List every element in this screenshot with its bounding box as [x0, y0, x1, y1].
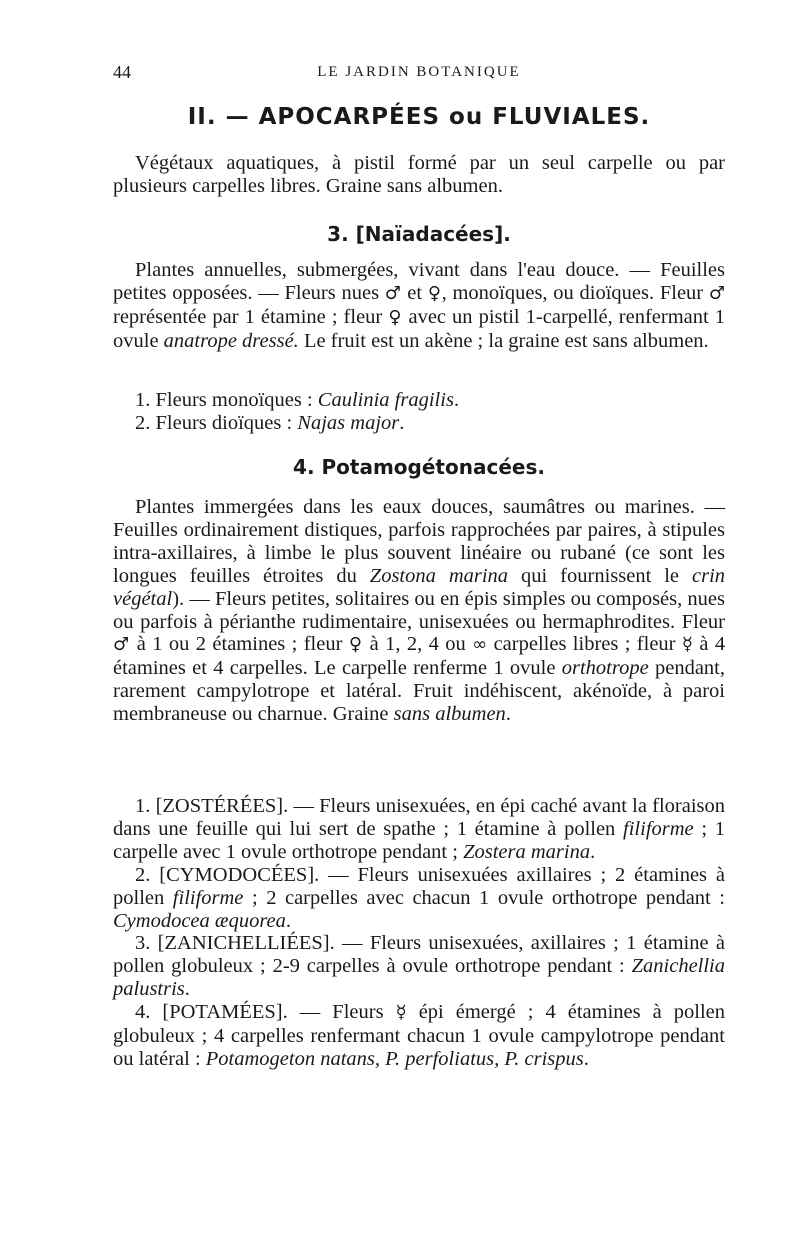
- list-item-zosterees: [113, 795, 725, 864]
- text-segment: avec un pistil 1-carpellé, renfermant 1 ovule: [113, 305, 725, 352]
- male-symbol-icon: ♂: [113, 634, 131, 656]
- species-name: Zostera marina: [463, 840, 591, 863]
- species-name: Potamogeton natans, P. perfoliatus, P. crispus: [205, 1047, 584, 1070]
- text-segment: ; 1 carpelle avec 1 ovule orthotrope pendant ;: [113, 817, 726, 863]
- text-segment: à 4 étamines et 4 carpelles. Le carpelle renferme 1 ovule: [113, 633, 726, 680]
- italic-term: orthotrope: [561, 657, 649, 680]
- text-segment: 2. [CYMODOCÉES]. — Fleurs unisexuées axillaires ; 2 étamines à pollen: [113, 863, 725, 909]
- text-segment: .: [184, 978, 190, 1001]
- text-segment: à 1, 2, 4 ou: [369, 633, 466, 656]
- species-name: Zanichellia palustris: [113, 955, 726, 1001]
- text-segment: 3. [ZANICHELLIÉES]. — Fleurs unisexuées, axillaires ; 1 étamine à pollen globuleux ; 2-9 carpelles à ovule orthotrope pendant :: [113, 932, 725, 978]
- female-symbol-icon: ♀: [427, 282, 442, 304]
- male-symbol-icon: ♂: [384, 282, 402, 304]
- running-title: LE JARDIN BOTANIQUE: [317, 64, 521, 80]
- list-item-cymodocees: [113, 864, 725, 933]
- list-item-end: .: [399, 411, 405, 434]
- female-symbol-icon: ♀: [388, 306, 403, 328]
- italic-term: Zostona marina: [369, 564, 509, 587]
- text-segment: , monoïques, ou dioïques. Fleur: [441, 281, 704, 304]
- text-segment: ). — Fleurs petites, solitaires ou en épis simples ou composés, nues ou parfois à périanthe rudimentaire, unisexuées ou hermaphrodites. Fleur: [113, 587, 725, 633]
- text-segment: Le fruit est un akène ; la graine est sans albumen.: [303, 329, 709, 352]
- text-segment: .: [285, 909, 292, 932]
- list-item-text: 2. Fleurs dioïques :: [135, 411, 298, 434]
- species-name: Cymodocea æquorea: [113, 909, 286, 932]
- text-segment: qui fournissent le: [521, 564, 680, 587]
- list-item: [113, 412, 725, 435]
- family-title-naiadacees: 3. [Naïadacées].: [327, 222, 511, 246]
- list-item-zanichelliees: [113, 932, 725, 1001]
- text-segment: 4. [POTAMÉES]. — Fleurs: [135, 1001, 384, 1024]
- italic-term: crin végétal: [113, 564, 726, 610]
- female-symbol-icon: ♀: [348, 634, 364, 656]
- list-item-end: .: [453, 389, 460, 411]
- list-item-text: 1. Fleurs monoïques :: [135, 389, 318, 411]
- text-segment: représentée par 1 étamine ; fleur: [113, 305, 383, 328]
- family-title-potamogetonacees: 4. Potamogétonacées.: [293, 455, 545, 479]
- italic-term: filiforme: [623, 817, 694, 840]
- italic-term: sans albumen: [393, 703, 506, 726]
- text-segment: pendant, rarement campylotrope et latéral. Fruit indéhiscent, akénoïde, à paroi membraneuse ou charnue. Graine: [113, 657, 726, 726]
- running-head: [113, 62, 725, 86]
- naiadacees-list: [113, 389, 725, 435]
- species-name: Caulinia fragilis: [317, 389, 454, 411]
- hermaphrodite-symbol-icon: ☿: [395, 1002, 407, 1024]
- text-segment: à 1 ou 2 étamines ; fleur: [136, 633, 343, 656]
- hermaphrodite-symbol-icon: ☿: [681, 634, 693, 656]
- text-segment: .: [583, 1047, 589, 1070]
- text-segment: épi émergé ; 4 étamines à pollen globuleux ; 4 carpelles renfermant chacun 1 ovule campylotrope pendant ou latéral :: [113, 1001, 726, 1070]
- italic-term: filiforme: [172, 886, 244, 909]
- text-segment: .: [590, 840, 596, 863]
- male-symbol-icon: ♂: [708, 282, 726, 304]
- infinity-symbol-icon: ∞: [472, 634, 488, 656]
- text-segment: .: [505, 703, 511, 726]
- species-name: Najas major: [297, 411, 400, 434]
- section-intro: Végétaux aquatiques, à pistil formé par un seul carpelle ou par plusieurs carpelles libres. Graine sans albumen.: [113, 152, 725, 197]
- text-segment: Plantes annuelles, submergées, vivant dans l'eau douce. — Feuilles petites opposées. — Fleurs nues: [113, 259, 725, 304]
- family-description-potamogetonacees: [113, 496, 725, 726]
- text-segment: 1. [ZOSTÉRÉES]. — Fleurs unisexuées, en épi caché avant la floraison dans une feuille qui lui sert de spathe ; 1 étamine à pollen: [113, 795, 725, 840]
- text-segment: ; 2 carpelles avec chacun 1 ovule orthotrope pendant :: [251, 886, 725, 909]
- potamogetonacees-list: [113, 795, 725, 1071]
- family-description-naiadacees: [113, 259, 725, 353]
- text-segment: carpelles libres ; fleur: [493, 633, 676, 656]
- section-title: II. — APOCARPÉES ou FLUVIALES.: [187, 104, 651, 130]
- text-segment: et: [407, 281, 423, 304]
- italic-term: anatrope dressé.: [163, 329, 299, 352]
- text-segment: Plantes immergées dans les eaux douces, saumâtres ou marines. — Feuilles ordinairement distiques, parfois rapprochées par paires, à stipules intra-axillaires, à limbe le plus souvent linéaire ou rubané (ce sont les longues feuilles étroites du: [113, 496, 725, 587]
- page-number: 44: [113, 62, 131, 82]
- list-item-potamees: [113, 1001, 725, 1071]
- list-item: [113, 389, 725, 412]
